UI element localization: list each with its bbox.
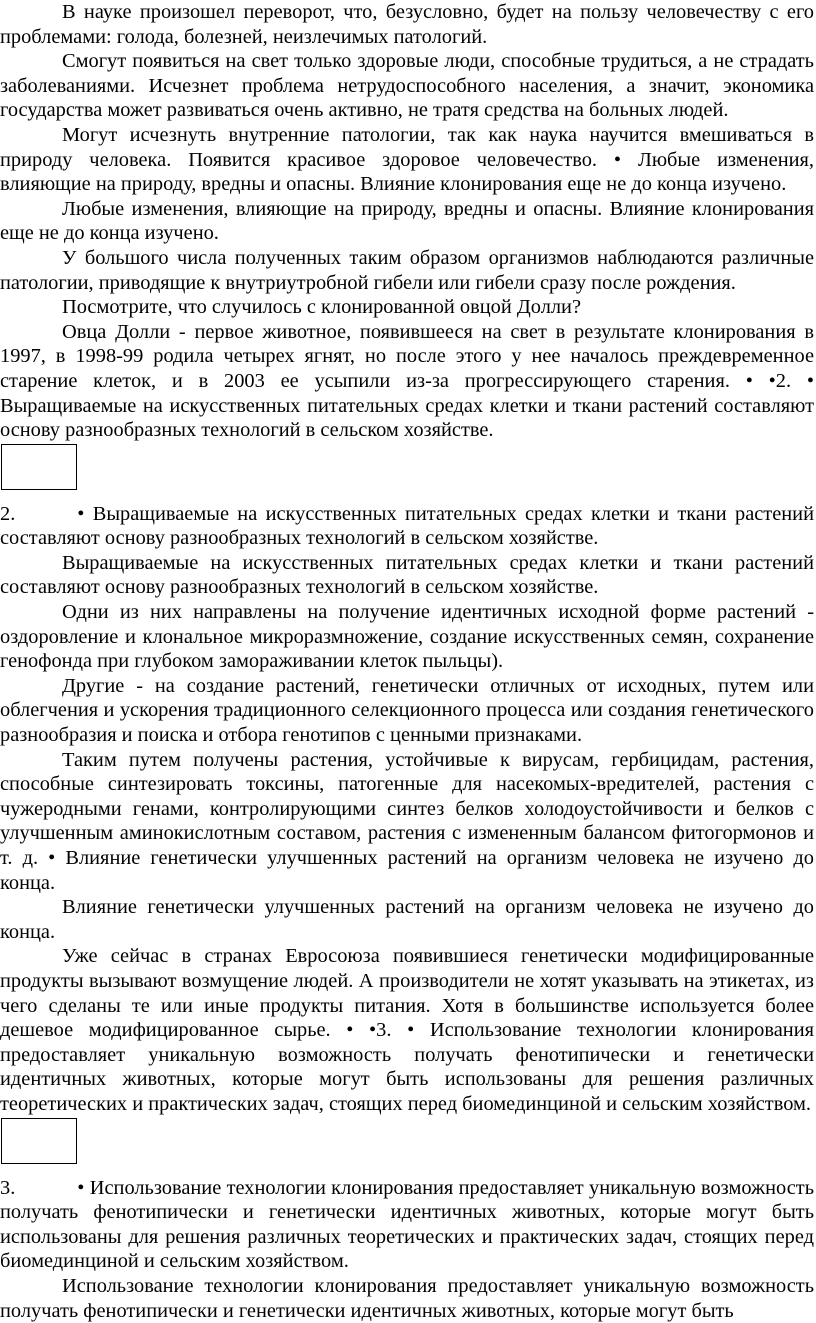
item-number: 2. xyxy=(0,502,16,525)
paragraph: Любые изменения, влияющие на природу, вредны и опасны. Влияние клонирования еще не до конца изучено. xyxy=(0,197,814,245)
paragraph: Могут исчезнуть внутренние патологии, так как наука научится вмешиваться в природу человека. Появится красивое здоровое человечество. • Любые изменения, влияющие на природу, вредны и опасны. Влияние клонирования еще не до конца изучено. xyxy=(0,123,814,196)
paragraph: Одни из них направлены на получение идентичных исходной форме растений - оздоровление и клональное микроразмножение, создание искусственных семян, сохранение генофонда при глубоком замораживании клеток пыльцы). xyxy=(0,601,814,673)
paragraph: В науке произошел переворот, что, безусловно, будет на пользу человечеству с его проблемами: голода, болезней, неизлечимых патологий. xyxy=(0,1,814,48)
paragraph: Уже сейчас в странах Евросоюза появившиеся генетически модифицированные продукты вызывают возмущение людей. А производители не хотят указывать на этикетах, из чего сделаны те или иные продукты питания. Хотя в большинстве используется более дешевое модифицированное сырье. • •3. • Использование технологии клонирования предоставляет уникальную возможность получать фенотипически и генетически идентичных животных, которые могут быть использованы для решения различных теоретических и практических задач, стоящих перед биомединциной и сельским хозяйством. xyxy=(0,945,814,1115)
paragraph: Овца Долли - первое животное, появившееся на свет в результате клонирования в 1997, в 1998-99 родила четырех ягнят, но после этого у нее началось преждевременное старение клеток, и в 2003 ее усыпили из-за прогрессирующего старения. • •2. • Выращиваемые на искусственных питательных средах клетки и ткани растений составляют основу разнообразных технологий в сельском хозяйстве. xyxy=(0,320,814,442)
paragraph: Выращиваемые на искусственных питательных средах клетки и ткани растений составляют основу разнообразных технологий в сельском хозяйстве. xyxy=(0,551,814,599)
paragraph: Использование технологии клонирования предоставляет уникальную возможность получать фенотипически и генетически идентичных животных, которые могут быть xyxy=(0,1274,814,1322)
paragraph: У большого числа полученных таким образом организмов наблюдаются различные патологии, приводящие к внутриутробной гибели или гибели сразу после рождения. xyxy=(0,246,814,294)
empty-frame-box xyxy=(1,1118,77,1164)
paragraph: Посмотрите, что случилось с клонированной овцой Долли? xyxy=(62,296,582,319)
paragraph: Таким путем получены растения, устойчивые к вирусам, гербицидам, растения, способные синтезировать токсины, патогенные для насекомых-вредителей, растения с чужеродными генами, контролирующими синтез белков холодоустойчивости и белков с улучшенным аминокислотным составом, растения с измененным балансом фитогормонов и т. д. • Влияние генетически улучшенных растений на организм человека не изучено до конца. xyxy=(0,748,814,894)
numbered-item xyxy=(0,1176,814,1274)
paragraph: Влияние генетически улучшенных растений на организм человека не изучено до конца. xyxy=(0,896,814,943)
numbered-item xyxy=(0,502,814,551)
paragraph: Смогут появиться на свет только здоровые люди, способные трудиться, а не страдать заболеваниями. Исчезнет проблема нетрудоспособного населения, а значит, экономика государства может развиваться очень активно, не тратя средства на больных людей. xyxy=(0,50,814,122)
empty-frame-box xyxy=(1,444,77,490)
paragraph: Другие - на создание растений, генетически отличных от исходных, путем или облегчения и ускорения традиционного селекционного процесса или создания генетического разнообразия и поиска и отбора генотипов с ценными признаками. xyxy=(0,674,814,747)
item-number: 3. xyxy=(0,1176,16,1199)
item-text: • Использование технологии клонирования предоставляет уникальную возможность получать фенотипически и генетически идентичных животных, которые могут быть использованы для решения различных теоретических и практических задач, стоящих перед биомединциной и сельским хозяйством. xyxy=(0,1176,814,1273)
item-text: • Выращиваемые на искусственных питательных средах клетки и ткани растений составляют основу разнообразных технологий в сельском хозяйстве. xyxy=(0,502,814,550)
